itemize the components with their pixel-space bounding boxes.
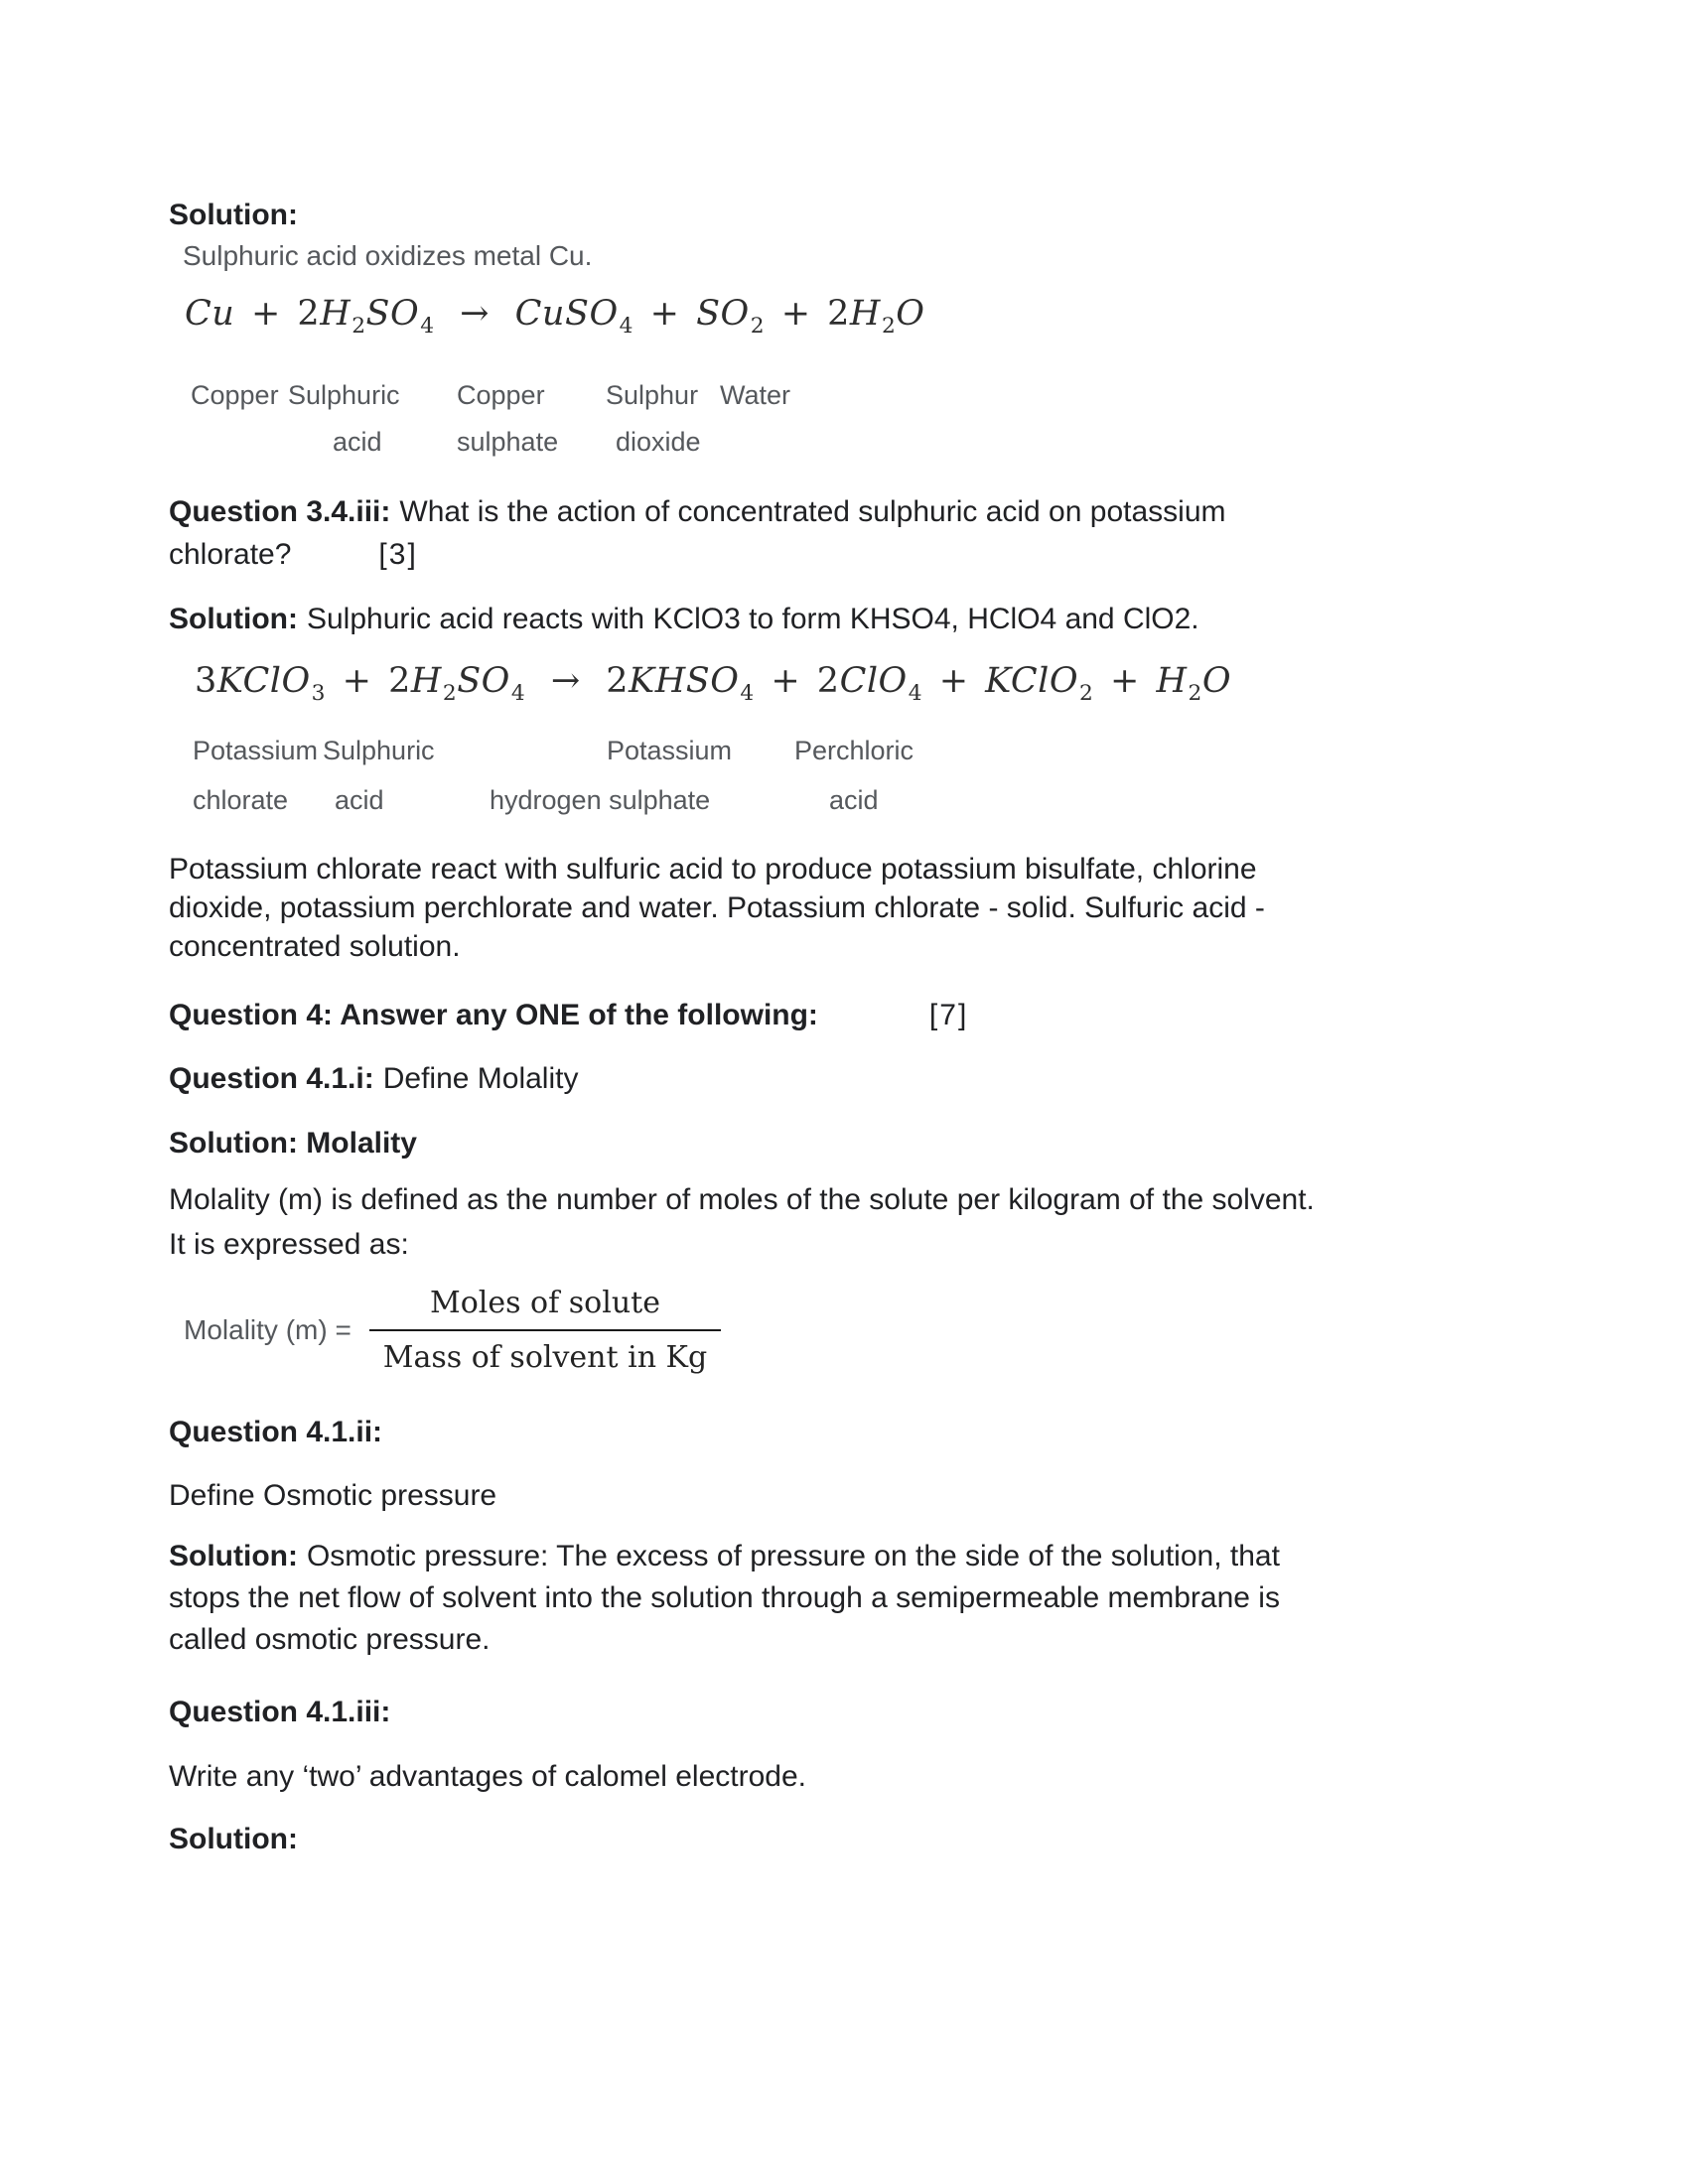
paragraph-line: It is expressed as: xyxy=(169,1228,409,1261)
marks-badge: [7] xyxy=(928,999,969,1031)
reagent-label: acid xyxy=(333,427,382,457)
marks-badge: [3] xyxy=(378,538,418,571)
question-4-1-iii-text: Write any ‘two’ advantages of calomel electrode. xyxy=(169,1760,806,1793)
equation-labels-chlorate xyxy=(169,736,1162,835)
question-line xyxy=(169,533,1226,576)
question-text-continued: chlorate? xyxy=(169,538,292,571)
question-label: Question 4.1.iii: xyxy=(169,1696,391,1728)
paragraph-line: concentrated solution. xyxy=(169,930,461,963)
chemical-equation-potassium-chlorate: 3KClO$_3$ + $2H_2SO_4$ → $2KHSO_4 + 2ClO_4$ + KClO$_2$ + $H_2O$ xyxy=(195,661,1232,706)
reagent-label: Sulphuric xyxy=(323,736,435,765)
paragraph-line: called osmotic pressure. xyxy=(169,1623,491,1656)
product-label: dioxide xyxy=(616,427,701,457)
solution-label: Solution: xyxy=(169,1540,298,1572)
product-label: acid xyxy=(829,785,879,815)
question-label: Question 3.4.iii: xyxy=(169,495,391,528)
question-label: Question 4: Answer any ONE of the following: xyxy=(169,999,818,1031)
solution-3-4-iii xyxy=(169,600,1199,639)
product-label: Perchloric xyxy=(794,736,914,765)
fraction xyxy=(369,1286,721,1375)
question-3-4-iii xyxy=(169,490,1226,576)
reagent-label: Sulphuric xyxy=(288,380,400,410)
question-label: Question 4.1.i: xyxy=(169,1062,374,1095)
product-label: Sulphur xyxy=(606,380,699,410)
paragraph-line xyxy=(169,1536,1280,1577)
question-4-1-ii xyxy=(169,1413,382,1452)
formula-label: Molality (m) = xyxy=(184,1314,352,1345)
solution-molality-heading xyxy=(169,1124,417,1163)
question-text: Define Molality xyxy=(382,1062,579,1095)
solution-osmotic-paragraph xyxy=(169,1536,1280,1661)
equation-labels-copper xyxy=(169,380,1062,479)
paragraph-text: Osmotic pressure: The excess of pressure on the side of the solution, that xyxy=(306,1540,1280,1572)
solution-paragraph-chlorate xyxy=(169,850,1265,966)
question-text: What is the action of concentrated sulphuric acid on potassium xyxy=(399,495,1226,528)
paragraph-line: Molality (m) is defined as the number of moles of the solute per kilogram of the solvent. xyxy=(169,1183,1315,1216)
solution-final-heading xyxy=(169,1820,298,1859)
solution-label: Solution: Molality xyxy=(169,1127,417,1160)
paragraph-line: Potassium chlorate react with sulfuric acid to produce potassium bisulfate, chlorine xyxy=(169,853,1257,886)
reagent-label: Copper xyxy=(191,380,279,410)
question-line xyxy=(169,490,1226,533)
solution-heading-copper xyxy=(169,196,298,235)
chemical-equation-copper-sulphuric: $Cu + 2H_2SO_4$ → CuSO$_4$ + $SO_2 + 2H_2O$ xyxy=(185,294,925,339)
reagent-label: chlorate xyxy=(193,785,289,815)
product-label: Potassium xyxy=(607,736,733,765)
paragraph-line: stops the net flow of solvent into the solution through a semipermeable membrane is xyxy=(169,1581,1280,1614)
question-label: Question 4.1.ii: xyxy=(169,1416,383,1448)
paragraph-line: dioxide, potassium perchlorate and water. Potassium chlorate - solid. Sulfuric acid - xyxy=(169,891,1265,924)
product-label: Copper xyxy=(457,380,545,410)
question-4 xyxy=(169,996,968,1035)
fraction-numerator: Moles of solute xyxy=(430,1286,660,1320)
solution-label: Solution: xyxy=(169,603,298,635)
question-4-1-i xyxy=(169,1059,578,1099)
question-4-1-iii xyxy=(169,1693,390,1732)
solution-note: Sulphuric acid oxidizes metal Cu. xyxy=(183,240,593,271)
fraction-denominator: Mass of solvent in Kg xyxy=(369,1329,721,1375)
solution-label: Solution: xyxy=(169,1823,298,1855)
product-label: hydrogen sulphate xyxy=(490,785,711,815)
solution-text: Sulphuric acid reacts with KClO3 to form KHSO4, HClO4 and ClO2. xyxy=(306,603,1199,635)
reagent-label: Potassium xyxy=(193,736,319,765)
question-4-1-ii-text: Define Osmotic pressure xyxy=(169,1479,497,1512)
molality-formula xyxy=(184,1286,721,1375)
product-label: sulphate xyxy=(457,427,559,457)
reagent-label: acid xyxy=(335,785,384,815)
solution-label: Solution: xyxy=(169,199,298,231)
molality-definition-paragraph xyxy=(169,1177,1315,1267)
product-label: Water xyxy=(720,380,791,410)
